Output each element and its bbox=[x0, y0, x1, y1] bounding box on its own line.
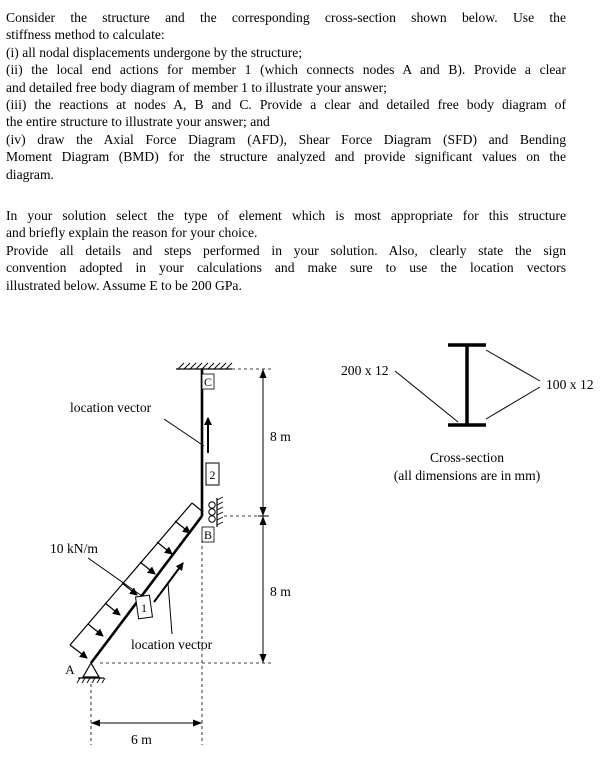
load-pointer bbox=[88, 558, 142, 596]
problem-line: (ii) the local end actions for member 1 (which connects nodes A and B). Provide a clear bbox=[6, 62, 566, 78]
web-label-pointer-upper bbox=[486, 350, 540, 381]
problem-line: Consider the structure and the corresponding cross-section shown below. Use the bbox=[6, 10, 566, 25]
dim-upper-label: 8 m bbox=[270, 429, 291, 444]
location-vector-label-bottom: location vector bbox=[131, 637, 213, 652]
node-c-label: C bbox=[203, 375, 213, 389]
member-1-label: 1 bbox=[141, 601, 147, 615]
problem-line: (iii) the reactions at nodes A, B and C. Provide a clear and detailed free body diagram of bbox=[6, 97, 566, 113]
distributed-load bbox=[70, 503, 203, 658]
location-vector-label-top: location vector bbox=[70, 400, 152, 415]
problem-line: (i) all nodal displacements undergone by the structure; bbox=[6, 44, 303, 60]
node-a-label: A bbox=[65, 662, 75, 677]
horizontal-dimension bbox=[91, 720, 202, 727]
web-dimension-label: 100 x 12 bbox=[546, 377, 594, 392]
roller-support-b bbox=[209, 497, 223, 527]
pin-support-a bbox=[77, 663, 105, 683]
dimension-projections bbox=[91, 369, 272, 745]
problem-line: stiffness method to calculate: bbox=[6, 27, 165, 43]
problem-line: and detailed free body diagram of member 1 to illustrate your answer; bbox=[6, 79, 387, 95]
vertical-dimension bbox=[258, 369, 268, 663]
flange-label-pointer bbox=[395, 371, 458, 422]
location-vector-pointer-1 bbox=[168, 583, 172, 634]
problem-line: diagram. bbox=[6, 166, 54, 182]
member-2-label: 2 bbox=[209, 468, 216, 482]
node-b-label: B bbox=[203, 528, 213, 542]
load-label: 10 kN/m bbox=[50, 541, 98, 556]
instruction-line: In your solution select the type of element which is most appropriate for this structure bbox=[6, 208, 566, 223]
location-vector-pointer-2 bbox=[164, 419, 204, 446]
instruction-line: Provide all details and steps performed in your solution. Also, clearly state the sign bbox=[6, 242, 566, 258]
problem-line: the entire structure to illustrate your answer; and bbox=[6, 114, 270, 130]
flange-dimension-label: 200 x 12 bbox=[341, 363, 389, 378]
cross-section-note: (all dimensions are in mm) bbox=[393, 468, 541, 483]
instruction-line: convention adopted in your calculations and make sure to use the location vectors bbox=[6, 260, 566, 276]
instruction-line: illustrated below. Assume E to be 200 GPa. bbox=[6, 277, 242, 293]
dim-horizontal-label: 6 m bbox=[131, 732, 152, 747]
problem-line: Moment Diagram (BMD) for the structure analyzed and provide significant values on the bbox=[6, 149, 566, 165]
instruction-line: and briefly explain the reason for your choice. bbox=[6, 225, 258, 241]
dim-lower-label: 8 m bbox=[270, 584, 291, 599]
i-beam-cross-section bbox=[448, 345, 486, 425]
problem-line: (iv) draw the Axial Force Diagram (AFD), Shear Force Diagram (SFD) and Bending bbox=[6, 131, 566, 147]
fixed-support-c bbox=[176, 363, 232, 369]
location-vector-arrow-1 bbox=[154, 563, 183, 602]
cross-section-title: Cross-section bbox=[429, 450, 505, 465]
web-label-pointer-lower bbox=[486, 387, 540, 419]
